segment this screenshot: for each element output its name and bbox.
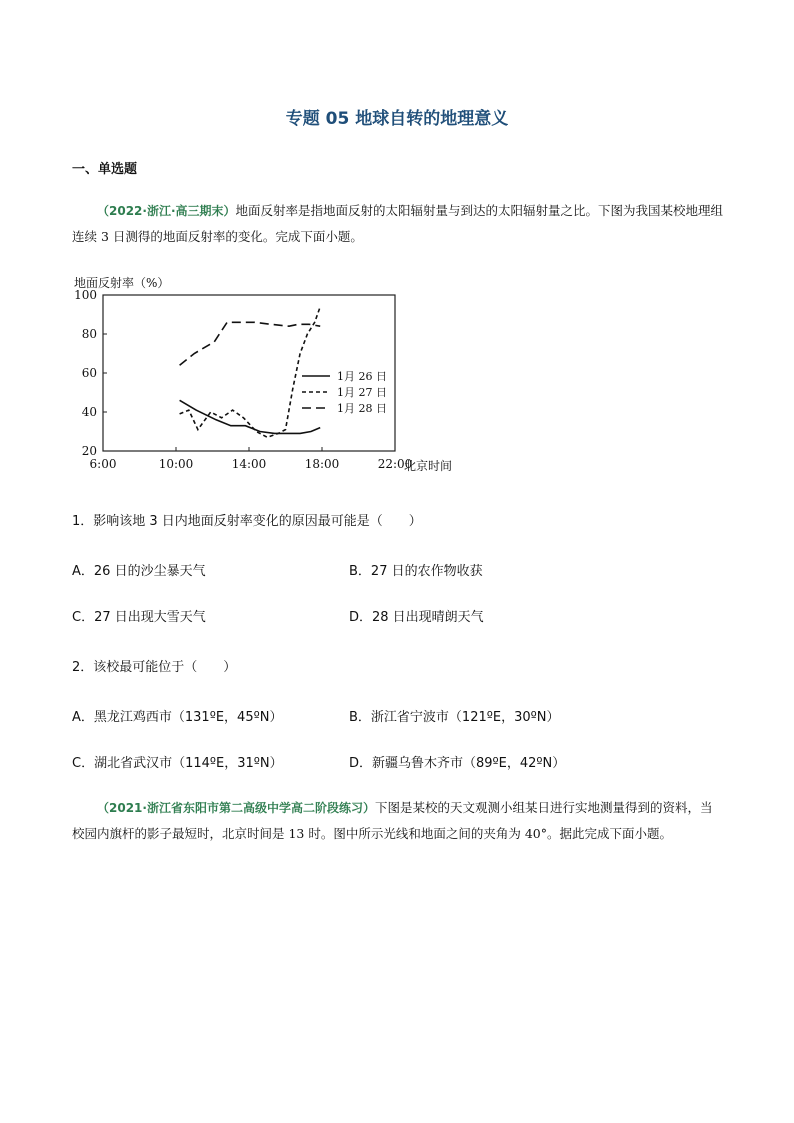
source-tag: （2022·浙江·高三期末） [97,204,236,218]
y-tick-label: 100 [74,288,97,302]
legend-label: 1月 26 日 [337,370,387,383]
intro-text: 地面反射率是指地面反射的太阳辐射量与到达的太阳辐射量之比。下图为我国某校地理组连续 3 日测得的地面反射率的变化。完成下面小题。 [72,203,724,244]
x-tick-label: 6:00 [89,457,117,471]
y-axis-label: 地面反射率（%） [74,276,170,290]
legend-label: 1月 27 日 [337,386,387,399]
question-2: 2．该校最可能位于（ ） [72,660,237,675]
q2-option-c[interactable]: C．湖北省武汉市（114ºE，31ºN） [72,756,283,771]
y-tick-label: 40 [81,405,97,419]
section-heading: 一、单选题 [72,162,138,177]
intro-paragraph-2 [72,795,724,846]
q2-option-b[interactable]: B．浙江省宁波市（121ºE，30ºN） [349,710,560,725]
y-tick-label: 20 [81,444,97,458]
series-line-3 [180,322,321,365]
intro-text-2: 下图是某校的天文观测小组某日进行实地测量得到的资料，当校园内旗杆的影子最短时，北京时间是 13 时。图中所示光线和地面之间的夹角为 40°。据此完成下面小题。 [72,800,713,841]
intro-paragraph-1 [72,198,724,249]
page-title: 专题 05 地球自转的地理意义 [285,109,509,129]
series-line-2 [180,307,321,438]
series-line-1 [180,400,321,433]
q1-option-d[interactable]: D．28 日出现晴朗天气 [349,610,484,625]
reflectance-chart [66,268,486,478]
legend-label: 1月 28 日 [337,402,387,415]
x-axis-label: 北京时间 [404,459,453,473]
x-tick-label: 14:00 [231,457,267,471]
x-tick-label: 18:00 [304,457,340,471]
q1-option-a[interactable]: A．26 日的沙尘暴天气 [72,564,206,579]
q2-option-d[interactable]: D．新疆乌鲁木齐市（89ºE，42ºN） [349,756,566,771]
x-tick-label: 10:00 [158,457,194,471]
y-tick-label: 80 [81,327,97,341]
y-tick-label: 60 [81,366,97,380]
source-tag-2: （2021·浙江省东阳市第二高级中学高二阶段练习） [97,801,375,815]
x-tick-label: 22:00 [377,457,413,471]
q1-option-b[interactable]: B．27 日的农作物收获 [349,564,483,579]
question-1: 1．影响该地 3 日内地面反射率变化的原因最可能是（ ） [72,514,422,529]
q2-option-a[interactable]: A．黑龙江鸡西市（131ºE，45ºN） [72,710,283,725]
q1-option-c[interactable]: C．27 日出现大雪天气 [72,610,206,625]
